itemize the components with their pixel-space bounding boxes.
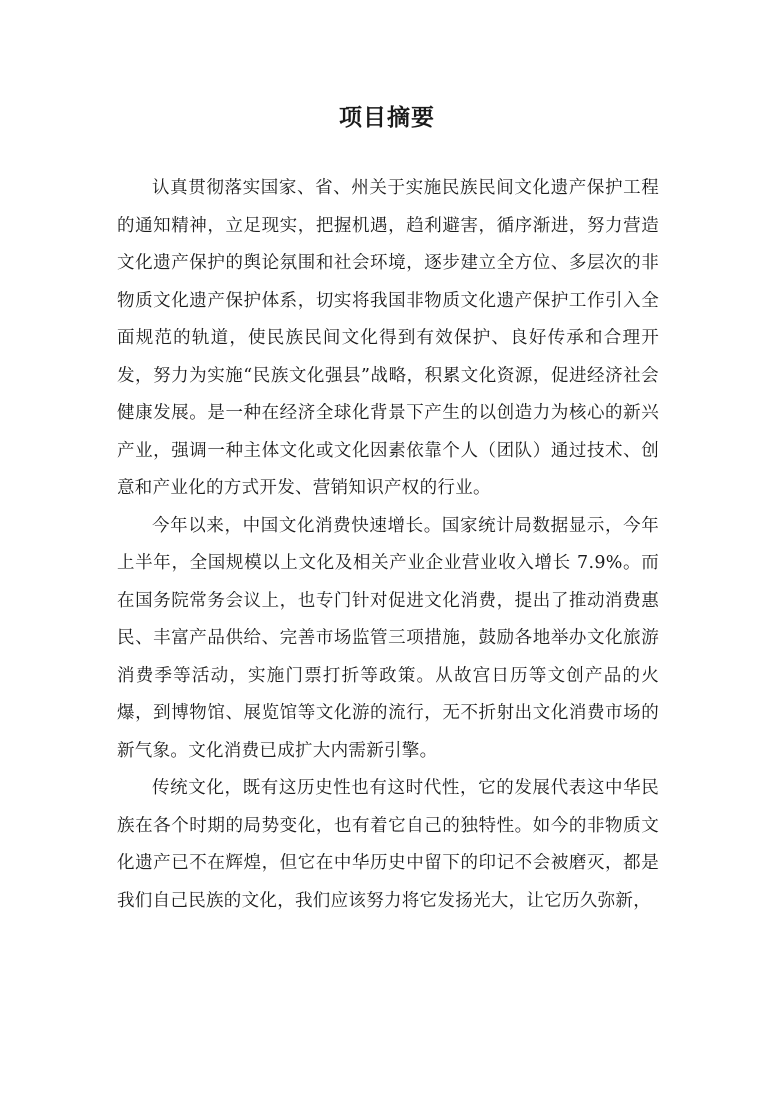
paragraph-traditional-culture: 传统文化，既有这历史性也有这时代性，它的发展代表这中华民族在各个时期的局势变化，也有着它自己的独特性。如今的非物质文化遗产已不在辉煌，但它在中华历史中留下的印记不会被磨灭，都是我们自己民族的文化，我们应该努力将它发扬光大，让它历久弥新， (117, 778, 659, 911)
paragraph-heritage-protection: 认真贯彻落实国家、省、州关于实施民族民间文化遗产保护工程的通知精神，立足现实，把握机遇，趋利避害，循序渐进，努力营造文化遗产保护的舆论氛围和社会环境，逐步建立全方位、多层次的非物质文化遗产保护体系，切实将我国非物质文化遗产保护工作引入全面规范的轨道，使民族民间文化得到有效保护、良好传承和合理开发，努力为实施“民族文化强县”战略，积累文化资源，促进经济社会健康发展。是一种在经济全球化背景下产生的以创造力为核心的新兴产业，强调一种主体文化或文化因素依靠个人（团队）通过技术、创意和产业化的方式开发、营销知识产权的行业。 (117, 178, 659, 498)
paragraph-cultural-consumption: 今年以来，中国文化消费快速增长。国家统计局数据显示，今年上半年，全国规模以上文化及相关产业企业营业收入增长 7.9%。而在国务院常务会议上，也专门针对促进文化消费，提出了推动消费惠民、丰富产品供给、完善市场监管三项措施，鼓励各地举办文化旅游消费季等活动，实施门票打折等政策。从故宫日历等文创产品的火爆，到博物馆、展览馆等文化游的流行，无不折射出文化消费市场的新气象。文化消费已成扩大内需新引擎。 (117, 515, 659, 761)
document-body (117, 170, 659, 920)
document-title: 项目摘要 (339, 105, 435, 131)
